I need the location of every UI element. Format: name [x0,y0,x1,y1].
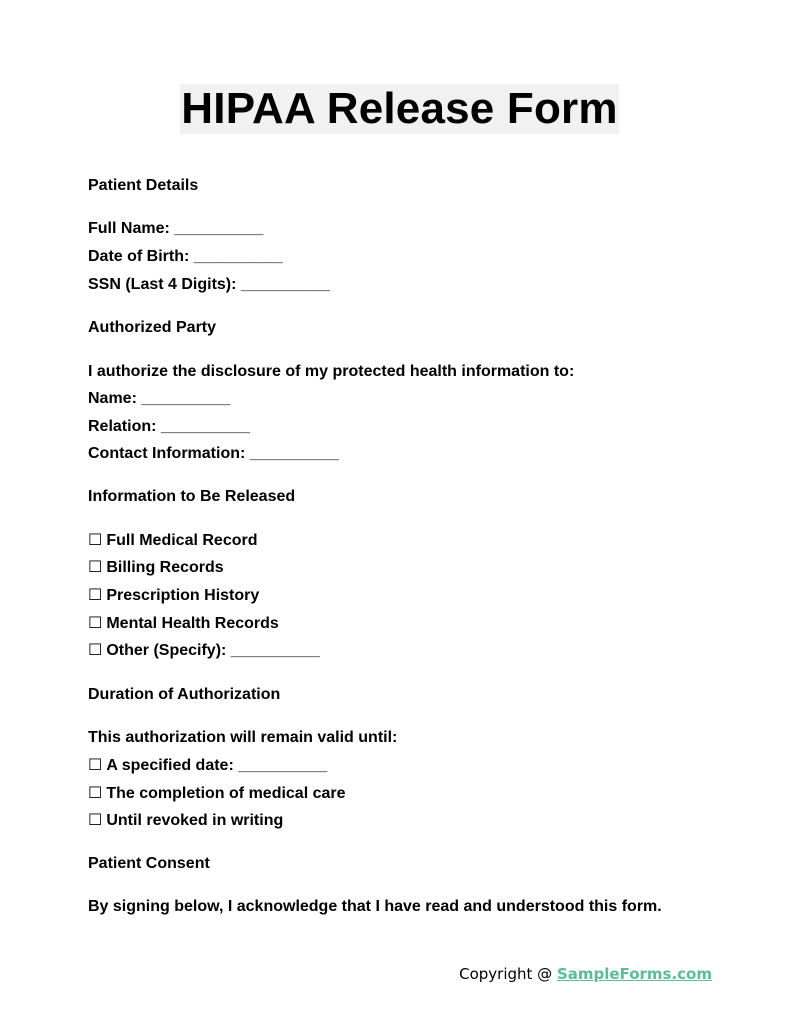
checkbox-icon[interactable]: ☐ [88,785,103,802]
ssn-field[interactable]: SSN (Last 4 Digits): __________ [88,276,330,293]
checkbox-full-medical-record[interactable] [88,531,257,551]
checkbox-label: Prescription History [106,587,260,604]
authorization-intro: I authorize the disclosure of my protected health information to: [88,363,575,380]
authorized-name-field[interactable]: Name: __________ [88,390,231,407]
checkbox-icon[interactable]: ☐ [88,587,103,604]
checkbox-label: A specified date: __________ [106,757,328,774]
copyright-prefix: Copyright @ [459,965,557,983]
checkbox-prescription-history[interactable] [88,586,259,606]
duration-intro: This authorization will remain valid until: [88,729,398,746]
checkbox-icon[interactable]: ☐ [88,615,103,632]
checkbox-icon[interactable]: ☐ [88,642,103,659]
sampleforms-link[interactable]: SampleForms.com [556,965,712,983]
checkbox-completion-of-care[interactable] [88,784,346,804]
date-of-birth-field[interactable]: Date of Birth: __________ [88,248,283,265]
checkbox-mental-health-records[interactable] [88,614,279,634]
relation-field[interactable]: Relation: __________ [88,418,250,435]
contact-information-field[interactable]: Contact Information: __________ [88,445,339,462]
copyright-footer [459,964,712,984]
checkbox-icon[interactable]: ☐ [88,812,103,829]
section-heading-authorized-party: Authorized Party [88,319,217,336]
full-name-field[interactable]: Full Name: __________ [88,220,264,237]
consent-statement: By signing below, I acknowledge that I have read and understood this form. [88,898,662,915]
checkbox-label: Other (Specify): __________ [106,642,320,659]
checkbox-icon[interactable]: ☐ [88,559,103,576]
checkbox-specified-date[interactable] [88,756,327,776]
section-heading-patient-details: Patient Details [88,177,199,194]
checkbox-label: Mental Health Records [106,615,279,632]
checkbox-label: Full Medical Record [106,532,258,549]
page-title: HIPAA Release Form [181,84,618,133]
checkbox-icon[interactable]: ☐ [88,757,103,774]
checkbox-other-specify[interactable] [88,641,320,661]
checkbox-label: Until revoked in writing [106,812,284,829]
section-heading-information-released: Information to Be Released [88,488,296,505]
section-heading-duration: Duration of Authorization [88,686,281,703]
checkbox-until-revoked[interactable] [88,811,283,831]
title-wrapper [0,84,799,134]
checkbox-label: Billing Records [106,559,224,576]
checkbox-billing-records[interactable] [88,558,224,578]
checkbox-icon[interactable]: ☐ [88,532,103,549]
section-heading-patient-consent: Patient Consent [88,855,210,872]
checkbox-label: The completion of medical care [106,785,346,802]
